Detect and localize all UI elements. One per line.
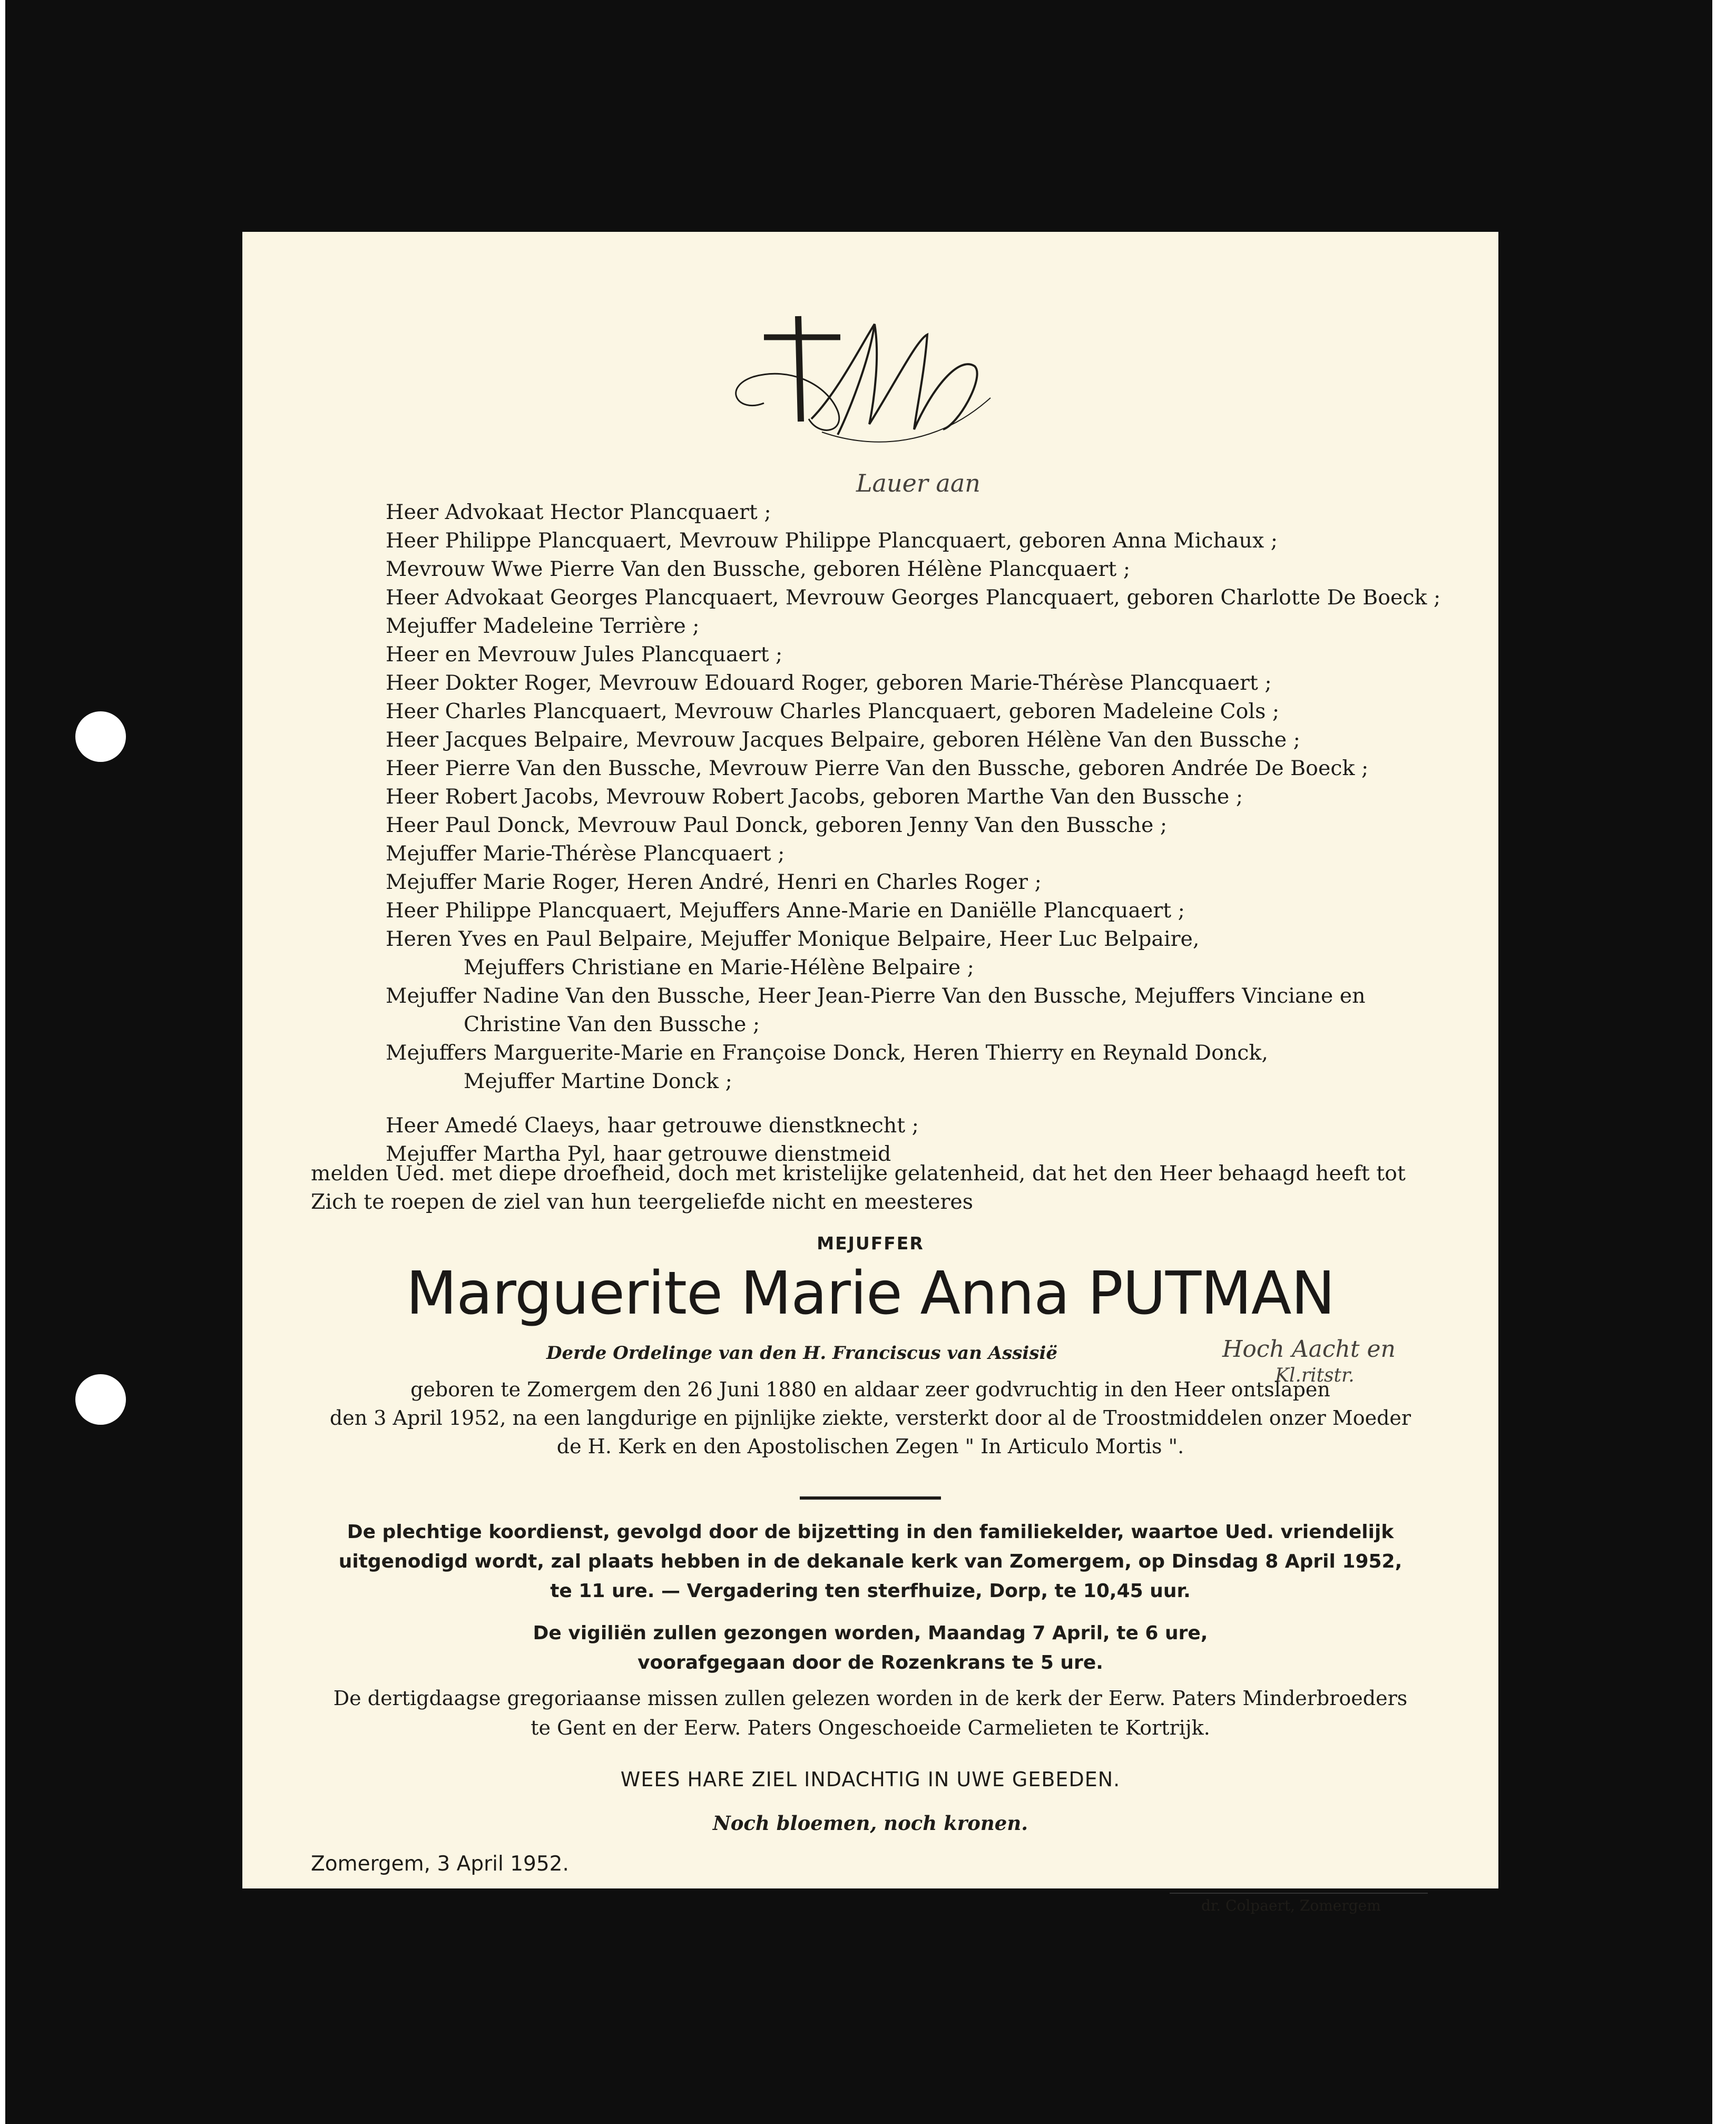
mourner-line: Mejuffers Christiane en Marie-Hélène Belpaire ; xyxy=(464,955,974,980)
servant-line: Mejuffer Martha Pyl, haar getrouwe dienstmeid xyxy=(386,1142,891,1166)
prayer-request: WEES HARE ZIEL INDACHTIG IN UWE GEBEDEN. xyxy=(620,1768,1121,1791)
mourner-line: Heer Dokter Roger, Mevrouw Edouard Roger, geboren Marie-Thérèse Plancquaert ; xyxy=(386,671,1272,695)
handwritten-note-top: Lauer aan xyxy=(856,469,980,497)
mourner-line: Mejuffer Nadine Van den Bussche, Heer Jean-Pierre Van den Bussche, Mejuffers Vinciane en xyxy=(386,984,1366,1008)
mourners-list xyxy=(386,498,1466,1168)
mourner-line: Heer en Mevrouw Jules Plancquaert ; xyxy=(386,642,783,667)
mourner-line: Heren Yves en Paul Belpaire, Mejuffer Monique Belpaire, Heer Luc Belpaire, xyxy=(386,927,1200,951)
mourner-line: Heer Paul Donck, Mevrouw Paul Donck, geboren Jenny Van den Bussche ; xyxy=(386,813,1168,837)
mourner-line: Heer Advokaat Georges Plancquaert, Mevrouw Georges Plancquaert, geboren Charlotte De Boeck ; xyxy=(386,585,1441,610)
mourner-line: Heer Charles Plancquaert, Mevrouw Charles Plancquaert, geboren Madeleine Cols ; xyxy=(386,699,1280,723)
funeral-service-text: De plechtige koordienst, gevolgd door de bijzetting in den familiekelder, waartoe Ued. vriendelijk uitgenodigd wordt, zal plaats hebben in de dekanale kerk van Zomergem, op Dinsdag 8 April 1952, te 11 ure. — Vergadering ten sterfhuize, Dorp, te 10,45 uur. xyxy=(338,1521,1402,1602)
masses-text: De dertigdaagse gregoriaanse missen zullen gelezen worden in de kerk der Eerw. Paters Minderbroeders te Gent en der Eerw. Paters Ongeschoeide Carmelieten te Kortrijk. xyxy=(333,1687,1408,1739)
handwritten-note-right-2: Kl.ritstr. xyxy=(1275,1365,1355,1386)
mourner-line: Mejuffers Marguerite-Marie en Françoise Donck, Heren Thierry en Reynald Donck, xyxy=(386,1041,1268,1065)
handwritten-note-right-1: Hoch Aacht en xyxy=(1222,1336,1396,1363)
deceased-name: Marguerite Marie Anna PUTMAN xyxy=(406,1259,1335,1328)
cross-monogram-icon xyxy=(717,292,1012,461)
religious-order: Derde Ordelinge van den H. Franciscus van Assisië xyxy=(546,1343,1058,1364)
mourner-line: Mejuffer Martine Donck ; xyxy=(464,1069,732,1093)
mourner-line: Christine Van den Bussche ; xyxy=(464,1012,760,1036)
death-notice xyxy=(242,232,1498,1914)
mourner-line: Mejuffer Marie Roger, Heren André, Henri en Charles Roger ; xyxy=(386,870,1042,894)
mourner-line: Heer Philippe Plancquaert, Mejuffers Anne-Marie en Daniëlle Plancquaert ; xyxy=(386,898,1185,923)
printer-credit: dr. Colpaert, Zomergem xyxy=(1201,1897,1381,1914)
mourner-line: Heer Philippe Plancquaert, Mevrouw Philippe Plancquaert, geboren Anna Michaux ; xyxy=(386,528,1278,553)
place-and-date: Zomergem, 3 April 1952. xyxy=(311,1852,569,1876)
punch-hole-top xyxy=(75,711,126,762)
deceased-title: MEJUFFER xyxy=(817,1233,924,1254)
birth-death-details: geboren te Zomergem den 26 Juni 1880 en aldaar zeer godvruchtig in den Heer ontslapen den 3 April 1952, na een langdurige en pijnlijke ziekte, versterkt door al de Troostmiddelen onzer Moeder de H. Kerk en den Apostolischen Zegen " In Articulo Mortis ". xyxy=(329,1378,1411,1458)
mourner-line: Heer Jacques Belpaire, Mevrouw Jacques Belpaire, geboren Hélène Van den Bussche ; xyxy=(386,728,1300,752)
no-flowers-note: Noch bloemen, noch kronen. xyxy=(712,1812,1028,1835)
mourner-line: Heer Robert Jacobs, Mevrouw Robert Jacobs, geboren Marthe Van den Bussche ; xyxy=(386,785,1243,809)
servant-line: Heer Amedé Claeys, haar getrouwe dienstknecht ; xyxy=(386,1113,919,1138)
mourner-line: Heer Advokaat Hector Plancquaert ; xyxy=(386,500,771,524)
mourner-line: Heer Pierre Van den Bussche, Mevrouw Pierre Van den Bussche, geboren Andrée De Boeck ; xyxy=(386,756,1369,780)
announcement-text: melden Ued. met diepe droefheid, doch met kristelijke gelatenheid, dat het den Heer behaagd heeft tot Zich te roepen de ziel van hun teergeliefde nicht en meesteres xyxy=(311,1161,1406,1214)
punch-hole-bottom xyxy=(75,1374,126,1425)
divider-rule xyxy=(800,1496,941,1500)
vigil-text: De vigiliën zullen gezongen worden, Maandag 7 April, te 6 ure, voorafgegaan door de Rozenkrans te 5 ure. xyxy=(533,1622,1208,1673)
mourner-line: Mejuffer Madeleine Terrière ; xyxy=(386,614,700,638)
printer-rule xyxy=(1170,1893,1428,1894)
mourner-line: Mevrouw Wwe Pierre Van den Bussche, geboren Hélène Plancquaert ; xyxy=(386,557,1131,581)
mourner-line: Mejuffer Marie-Thérèse Plancquaert ; xyxy=(386,841,785,866)
